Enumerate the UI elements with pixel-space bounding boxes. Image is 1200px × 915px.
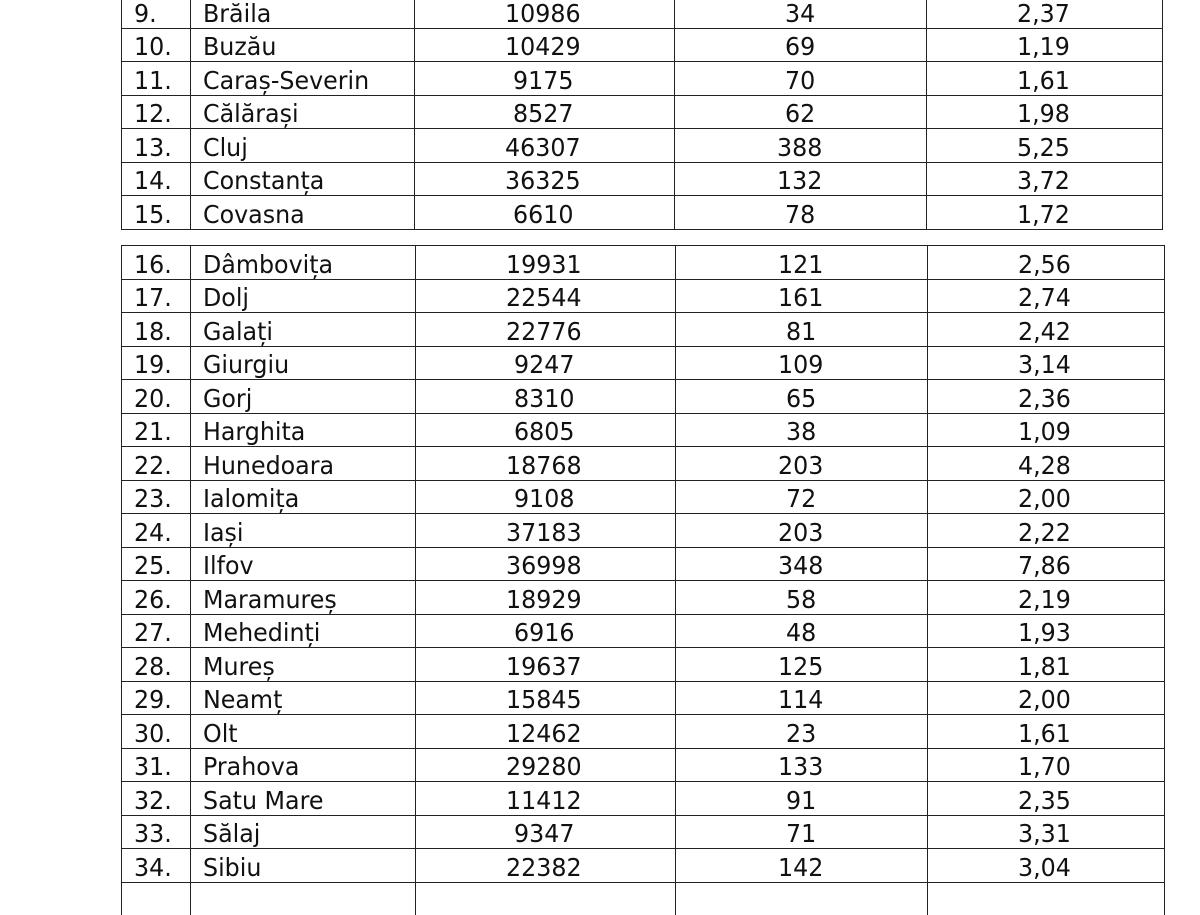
- cell-text: 8310: [514, 386, 574, 413]
- cell-text: Hunedoara: [203, 453, 334, 480]
- cell-text: 14.: [134, 168, 172, 195]
- table-row: [122, 95, 1163, 129]
- value-3-cell: [928, 413, 1165, 447]
- cell-text: Cluj: [203, 135, 248, 162]
- value-3-cell: [928, 815, 1165, 849]
- cell-text: 10.: [134, 34, 172, 61]
- value-2-cell: [676, 681, 928, 715]
- value-3-cell: [928, 346, 1165, 380]
- value-3-cell: [927, 162, 1163, 196]
- cell-text: 133: [778, 754, 823, 781]
- value-3-cell: [928, 246, 1165, 280]
- county-name-cell: [191, 748, 416, 782]
- cell-text: 388: [777, 135, 822, 162]
- value-3-cell: [928, 447, 1165, 481]
- cell-text: 65: [786, 386, 816, 413]
- cell-text: 34.: [134, 855, 172, 882]
- row-number-cell: [122, 614, 191, 648]
- row-number-cell: [122, 782, 191, 816]
- row-number-cell: [122, 681, 191, 715]
- table-row: [122, 681, 1165, 715]
- row-number-cell: [122, 246, 191, 280]
- table-row: [122, 162, 1163, 196]
- cell-text: 9347: [514, 821, 574, 848]
- cell-text: 28.: [134, 654, 172, 681]
- row-number-cell: [122, 581, 191, 615]
- value-1-cell: [415, 129, 675, 163]
- row-number-cell: [122, 196, 191, 230]
- value-2-cell: [676, 815, 928, 849]
- value-2-cell: [675, 0, 927, 28]
- cell-text: 81: [786, 319, 816, 346]
- cell-text: 30.: [134, 721, 172, 748]
- cell-text: 27.: [134, 620, 172, 647]
- cell-text: 33.: [134, 821, 172, 848]
- county-table-part-2: [121, 245, 1165, 915]
- county-name-cell: [191, 196, 415, 230]
- cell-text: 5,25: [1017, 135, 1070, 162]
- table-row: [122, 196, 1163, 230]
- row-number-cell: [122, 547, 191, 581]
- cell-text: 17.: [134, 285, 172, 312]
- county-name-cell: [191, 815, 416, 849]
- cell-text: 22.: [134, 453, 172, 480]
- county-name-cell: [191, 480, 416, 514]
- cell-text: 6916: [514, 620, 574, 647]
- cell-text: 3,72: [1017, 168, 1070, 195]
- cell-text: Neamț: [203, 687, 282, 714]
- county-name-cell: [191, 782, 416, 816]
- cell-text: Covasna: [203, 202, 305, 229]
- cell-text: Ialomița: [203, 486, 299, 513]
- cell-text: Dâmbovița: [203, 252, 333, 279]
- cell-text: 2,35: [1018, 788, 1071, 815]
- cell-text: 37183: [506, 520, 582, 547]
- value-3-cell: [927, 28, 1163, 62]
- table-row: [122, 514, 1165, 548]
- county-name-cell: [191, 28, 415, 62]
- cell-text: 46307: [505, 135, 581, 162]
- value-2-cell: [675, 129, 927, 163]
- value-2-cell: [676, 480, 928, 514]
- cell-text: Mehedinți: [203, 620, 320, 647]
- value-3-cell: [928, 279, 1165, 313]
- value-3-cell: [927, 62, 1163, 96]
- row-number-cell: [122, 815, 191, 849]
- cell-text: 25.: [134, 553, 172, 580]
- cell-text: 23: [786, 721, 816, 748]
- value-2-cell: [675, 62, 927, 96]
- cell-text: Dolj: [203, 285, 249, 312]
- value-1-cell: [416, 782, 676, 816]
- value-2-cell: [676, 547, 928, 581]
- cell-text: Maramureș: [203, 587, 337, 614]
- table-row: [122, 715, 1165, 749]
- county-name-cell: [191, 681, 416, 715]
- table-row: [122, 648, 1165, 682]
- county-name-cell: [191, 95, 415, 129]
- cell-text: Călărași: [203, 101, 299, 128]
- value-1-cell: [416, 346, 676, 380]
- cell-text: 19637: [506, 654, 582, 681]
- cell-text: 2,42: [1018, 319, 1071, 346]
- cell-text: 7,86: [1018, 553, 1071, 580]
- value-2-cell: [676, 279, 928, 313]
- cell-text: 18.: [134, 319, 172, 346]
- cell-text: 125: [778, 654, 823, 681]
- county-name-cell: [191, 547, 416, 581]
- row-number-cell: [122, 748, 191, 782]
- table-row: [122, 313, 1165, 347]
- value-3-cell: [928, 681, 1165, 715]
- cell-text: 6805: [514, 419, 574, 446]
- cell-text: 9247: [514, 352, 574, 379]
- county-name-cell: [191, 581, 416, 615]
- cell-text: 24.: [134, 520, 172, 547]
- cell-text: 36325: [505, 168, 581, 195]
- table-row: [122, 380, 1165, 414]
- cell-text: 203: [778, 520, 823, 547]
- county-name-cell: [191, 346, 416, 380]
- county-name-cell: [191, 62, 415, 96]
- county-name-cell: [191, 246, 416, 280]
- cell-text: 32.: [134, 788, 172, 815]
- row-number-cell: [122, 62, 191, 96]
- cell-text: 11412: [506, 788, 582, 815]
- cell-text: 121: [778, 252, 823, 279]
- row-number-cell: [122, 0, 191, 28]
- cell-text: 12462: [506, 721, 582, 748]
- cell-text: 18929: [506, 587, 582, 614]
- cell-text: 29.: [134, 687, 172, 714]
- cell-text: Olt: [203, 721, 238, 748]
- cell-text: 1,19: [1017, 34, 1070, 61]
- value-3-cell: [928, 648, 1165, 682]
- county-name-cell: [191, 715, 416, 749]
- value-1-cell: [416, 279, 676, 313]
- cell-text: 22776: [506, 319, 582, 346]
- row-number-cell: [122, 380, 191, 414]
- county-name-cell: [191, 648, 416, 682]
- cell-text: 9175: [513, 68, 573, 95]
- cell-text: 2,74: [1018, 285, 1071, 312]
- table-body: [122, 0, 1163, 229]
- cell-text: 348: [778, 553, 823, 580]
- cell-text: 6610: [513, 202, 573, 229]
- value-3-cell: [928, 581, 1165, 615]
- table-row: [122, 581, 1165, 615]
- table-row: [122, 28, 1163, 62]
- value-1-cell: [416, 380, 676, 414]
- cell-text: 161: [778, 285, 823, 312]
- value-2-cell: [675, 28, 927, 62]
- cell-text: 36998: [506, 553, 582, 580]
- cell-text: 70: [785, 68, 815, 95]
- value-3-cell: [928, 849, 1165, 883]
- value-2-cell: [676, 614, 928, 648]
- county-name-cell: [191, 413, 416, 447]
- value-3-cell: [927, 129, 1163, 163]
- cell-text: 58: [786, 587, 816, 614]
- value-1-cell: [416, 413, 676, 447]
- cell-text: 78: [785, 202, 815, 229]
- cell-text: 1,61: [1018, 721, 1071, 748]
- cell-text: 2,37: [1017, 1, 1070, 28]
- cell-text: 1,72: [1017, 202, 1070, 229]
- cell-text: Iași: [203, 520, 244, 547]
- cell-text: 16.: [134, 252, 172, 279]
- table-row: [122, 413, 1165, 447]
- table-row: [122, 614, 1165, 648]
- cell-text: Caraș-Severin: [203, 68, 369, 95]
- cell-text: 22382: [506, 855, 582, 882]
- value-3-cell: [928, 547, 1165, 581]
- county-name-cell: [191, 0, 415, 28]
- county-name-cell: [191, 129, 415, 163]
- value-2-cell: [676, 447, 928, 481]
- value-3-cell: [928, 380, 1165, 414]
- cell-text: 1,98: [1017, 101, 1070, 128]
- row-number-cell: [122, 648, 191, 682]
- table-row: [122, 882, 1165, 915]
- cell-text: 10429: [505, 34, 581, 61]
- cell-text: 29280: [506, 754, 582, 781]
- cell-text: 3,04: [1018, 855, 1071, 882]
- cell-text: 18768: [506, 453, 582, 480]
- cell-text: 48: [786, 620, 816, 647]
- cell-text: 20.: [134, 386, 172, 413]
- value-3-cell: [927, 196, 1163, 230]
- cell-text: Constanța: [203, 168, 324, 195]
- value-2-cell: [676, 413, 928, 447]
- value-3-cell: [928, 313, 1165, 347]
- cell-text: 72: [786, 486, 816, 513]
- row-number-cell: [122, 514, 191, 548]
- cell-text: 26.: [134, 587, 172, 614]
- county-name-cell: [191, 849, 416, 883]
- value-2-cell: [676, 246, 928, 280]
- value-2-cell: [676, 313, 928, 347]
- value-2-cell: [676, 748, 928, 782]
- row-number-cell: [122, 480, 191, 514]
- cell-text: 142: [778, 855, 823, 882]
- table-row: [122, 849, 1165, 883]
- county-name-cell: [191, 380, 416, 414]
- cell-text: 1,09: [1018, 419, 1071, 446]
- value-3-cell: [928, 715, 1165, 749]
- value-3-cell: [928, 782, 1165, 816]
- cell-text: Sălaj: [203, 821, 260, 848]
- value-1-cell: [415, 0, 675, 28]
- value-3-cell: [927, 95, 1163, 129]
- cell-text: Galați: [203, 319, 273, 346]
- row-number-cell: [122, 279, 191, 313]
- cell-text: 19.: [134, 352, 172, 379]
- value-1-cell: [415, 95, 675, 129]
- value-1-cell: [416, 681, 676, 715]
- cell-text: 2,22: [1018, 520, 1071, 547]
- value-2-cell: [675, 196, 927, 230]
- table-row: [122, 279, 1165, 313]
- cell-text: 23.: [134, 486, 172, 513]
- value-3-cell: [928, 514, 1165, 548]
- value-2-cell: [676, 514, 928, 548]
- cell-text: 1,70: [1018, 754, 1071, 781]
- cell-text: Buzău: [203, 34, 276, 61]
- value-1-cell: [416, 313, 676, 347]
- cell-text: 114: [778, 687, 823, 714]
- cell-text: 9.: [134, 1, 157, 28]
- value-2-cell: [676, 380, 928, 414]
- county-table-part-1: [121, 0, 1163, 230]
- table-row: [122, 246, 1165, 280]
- cell-text: 2,19: [1018, 587, 1071, 614]
- value-1-cell: [416, 648, 676, 682]
- cell-text: 2,36: [1018, 386, 1071, 413]
- cell-text: 38: [786, 419, 816, 446]
- table-row: [122, 447, 1165, 481]
- cell-text: 203: [778, 453, 823, 480]
- value-3-cell: [928, 480, 1165, 514]
- cell-text: 2,00: [1018, 486, 1071, 513]
- cell-text: 22544: [506, 285, 582, 312]
- value-1-cell: [416, 581, 676, 615]
- cell-text: Gorj: [203, 386, 252, 413]
- table-row: [122, 0, 1163, 28]
- cell-text: 10986: [505, 1, 581, 28]
- value-3-cell: [927, 0, 1163, 28]
- row-number-cell: [122, 447, 191, 481]
- value-1-cell: [416, 514, 676, 548]
- cell-text: Brăila: [203, 1, 271, 28]
- value-2-cell: [676, 782, 928, 816]
- cell-text: 132: [777, 168, 822, 195]
- county-name-cell: [191, 882, 416, 915]
- cell-text: 1,93: [1018, 620, 1071, 647]
- cell-text: 4,28: [1018, 453, 1071, 480]
- cell-text: 13.: [134, 135, 172, 162]
- cell-text: 12.: [134, 101, 172, 128]
- cell-text: Satu Mare: [203, 788, 323, 815]
- cell-text: 1,61: [1017, 68, 1070, 95]
- cell-text: 8527: [513, 101, 573, 128]
- row-number-cell: [122, 28, 191, 62]
- value-1-cell: [416, 882, 676, 915]
- row-number-cell: [122, 313, 191, 347]
- value-1-cell: [416, 246, 676, 280]
- cell-text: 1,81: [1018, 654, 1071, 681]
- value-2-cell: [676, 715, 928, 749]
- row-number-cell: [122, 849, 191, 883]
- table-row: [122, 782, 1165, 816]
- value-2-cell: [676, 581, 928, 615]
- value-1-cell: [415, 62, 675, 96]
- value-2-cell: [676, 648, 928, 682]
- cell-text: 3,31: [1018, 821, 1071, 848]
- value-1-cell: [415, 28, 675, 62]
- value-1-cell: [416, 447, 676, 481]
- cell-text: Ilfov: [203, 553, 254, 580]
- table-row: [122, 547, 1165, 581]
- value-2-cell: [675, 162, 927, 196]
- value-2-cell: [675, 95, 927, 129]
- table-row: [122, 129, 1163, 163]
- cell-text: 19931: [506, 252, 582, 279]
- value-1-cell: [415, 196, 675, 230]
- value-1-cell: [416, 849, 676, 883]
- value-1-cell: [416, 614, 676, 648]
- row-number-cell: [122, 346, 191, 380]
- cell-text: 2,00: [1018, 687, 1071, 714]
- cell-text: 34: [785, 1, 815, 28]
- cell-text: Mureș: [203, 654, 275, 681]
- value-2-cell: [676, 882, 928, 915]
- cell-text: 31.: [134, 754, 172, 781]
- cell-text: Harghita: [203, 419, 305, 446]
- cell-text: Prahova: [203, 754, 299, 781]
- table-row: [122, 815, 1165, 849]
- value-1-cell: [416, 480, 676, 514]
- cell-text: 3,14: [1018, 352, 1071, 379]
- table-row: [122, 748, 1165, 782]
- cell-text: 91: [786, 788, 816, 815]
- county-name-cell: [191, 279, 416, 313]
- county-name-cell: [191, 514, 416, 548]
- value-2-cell: [676, 849, 928, 883]
- row-number-cell: [122, 129, 191, 163]
- value-3-cell: [928, 748, 1165, 782]
- row-number-cell: [122, 162, 191, 196]
- county-name-cell: [191, 447, 416, 481]
- county-name-cell: [191, 614, 416, 648]
- table-body: [122, 246, 1165, 915]
- value-1-cell: [415, 162, 675, 196]
- row-number-cell: [122, 95, 191, 129]
- value-1-cell: [416, 748, 676, 782]
- cell-text: 62: [785, 101, 815, 128]
- value-1-cell: [416, 715, 676, 749]
- table-row: [122, 480, 1165, 514]
- cell-text: 69: [785, 34, 815, 61]
- row-number-cell: [122, 882, 191, 915]
- value-3-cell: [928, 614, 1165, 648]
- cell-text: Sibiu: [203, 855, 261, 882]
- cell-text: 9108: [514, 486, 574, 513]
- cell-text: 15.: [134, 202, 172, 229]
- cell-text: Giurgiu: [203, 352, 289, 379]
- cell-text: 21.: [134, 419, 172, 446]
- cell-text: 2,56: [1018, 252, 1071, 279]
- value-1-cell: [416, 815, 676, 849]
- value-1-cell: [416, 547, 676, 581]
- county-name-cell: [191, 313, 416, 347]
- table-row: [122, 62, 1163, 96]
- table-row: [122, 346, 1165, 380]
- cell-text: 15845: [506, 687, 582, 714]
- county-name-cell: [191, 162, 415, 196]
- value-2-cell: [676, 346, 928, 380]
- value-3-cell: [928, 882, 1165, 915]
- row-number-cell: [122, 413, 191, 447]
- row-number-cell: [122, 715, 191, 749]
- cell-text: 109: [778, 352, 823, 379]
- cell-text: 11.: [134, 68, 172, 95]
- cell-text: 71: [786, 821, 816, 848]
